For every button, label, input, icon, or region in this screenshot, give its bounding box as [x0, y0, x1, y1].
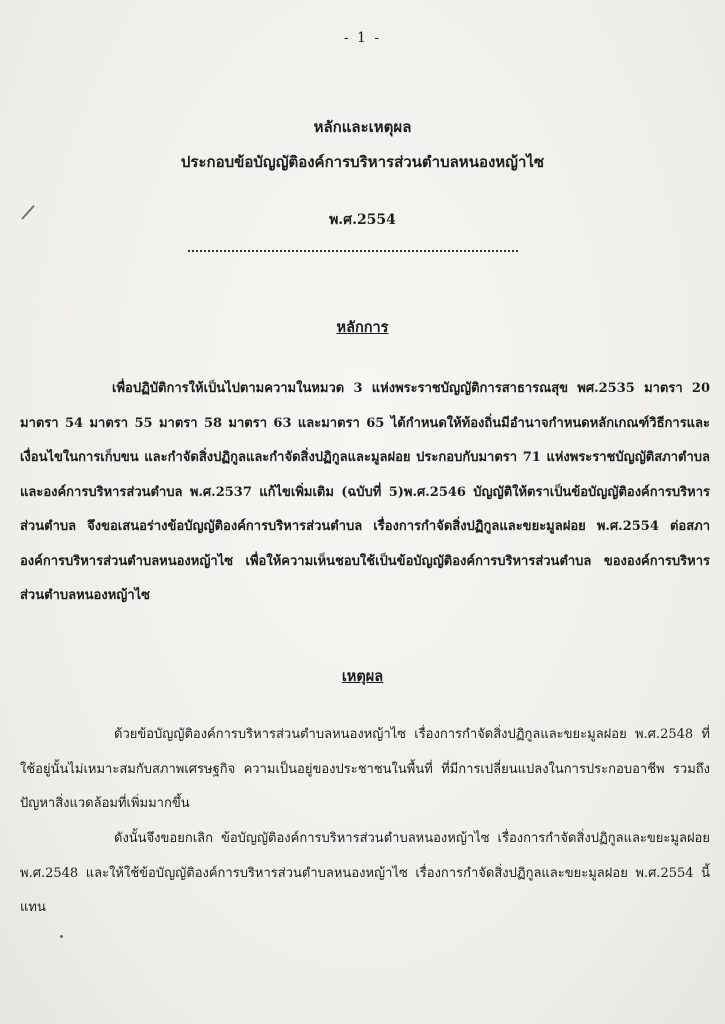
- reason-paragraph-1: ด้วยข้อบัญญัติองค์การบริหารส่วนตำบลหนองหญ้าไซ เรื่องการกำจัดสิ่งปฏิกูลและขยะมูลฝอย พ.ศ.2548 ที่ใช้อยู่นั้นไม่เหมาะสมกับสภาพเศรษฐกิจ ความเป็นอยู่ของประชาชนในพื้นที่ ที่มีการเปลี่ยนแปลงในการประกอบอาชีพ รวมถึงปัญหาสิ่งแวดล้อมที่เพิ่มมากขึ้น: [20, 727, 710, 811]
- page-number: - 1 -: [343, 30, 382, 46]
- section-heading-reason: เหตุผล: [341, 668, 384, 685]
- principle-paragraph: เพื่อปฏิบัติการให้เป็นไปตามความในหมวด 3 แห่งพระราชบัญญัติการสาธารณสุข พศ.2535 มาตรา 20 มาตรา 54 มาตรา 55 มาตรา 58 มาตรา 63 และมาตรา 65 ได้กำหนดให้ท้องถิ่นมีอำนาจกำหนดหลักเกณฑ์วิธีการและ เงื่อนไขในการเก็บขน และกำจัดสิ่งปฏิกูลและกำจัดสิ่งปฏิกูลและมูลฝอย ประกอบกับมาตรา 71 แห่งพระราชบัญญัติสภาตำบลและองค์การบริหารส่วนตำบล พ.ศ.2537 แก้ไขเพิ่มเติม (ฉบับที่ 5)พ.ศ.2546 บัญญัติให้ตราเป็นข้อบัญญัติองค์การบริหารส่วนตำบล จึงขอเสนอร่างข้อบัญญัติองค์การบริหารส่วนตำบล เรื่องการกำจัดสิ่งปฏิกูลและขยะมูลฝอย พ.ศ.2554 ต่อสภาองค์การบริหารส่วนตำบลหนองหญ้าไซ เพื่อให้ความเห็นชอบใช้เป็นข้อบัญญัติองค์การบริหารส่วนตำบล ขององค์การบริหารส่วนตำบลหนองหญ้าไซ: [20, 381, 710, 603]
- section-heading-principle: หลักการ: [336, 319, 389, 336]
- title-line-1: หลักและเหตุผล: [313, 118, 412, 136]
- dotted-divider: [188, 250, 518, 252]
- title-line-2: ประกอบข้อบัญญัติองค์การบริหารส่วนตำบลหนองหญ้าไซ: [180, 153, 545, 171]
- title-year: พ.ศ.2554: [329, 212, 396, 228]
- speck: [60, 935, 63, 938]
- reason-paragraph-2: ดังนั้นจึงขอยกเลิก ข้อบัญญัติองค์การบริหารส่วนตำบลหนองหญ้าไซ เรื่องการกำจัดสิ่งปฏิกูลและขยะมูลฝอย พ.ศ.2548 และให้ใช้ข้อบัญญัติองค์การบริหารส่วนตำบลหนองหญ้าไซ เรื่องการกำจัดสิ่งปฏิกูลและขยะมูลฝอย พ.ศ.2554 นี้แทน: [20, 831, 710, 915]
